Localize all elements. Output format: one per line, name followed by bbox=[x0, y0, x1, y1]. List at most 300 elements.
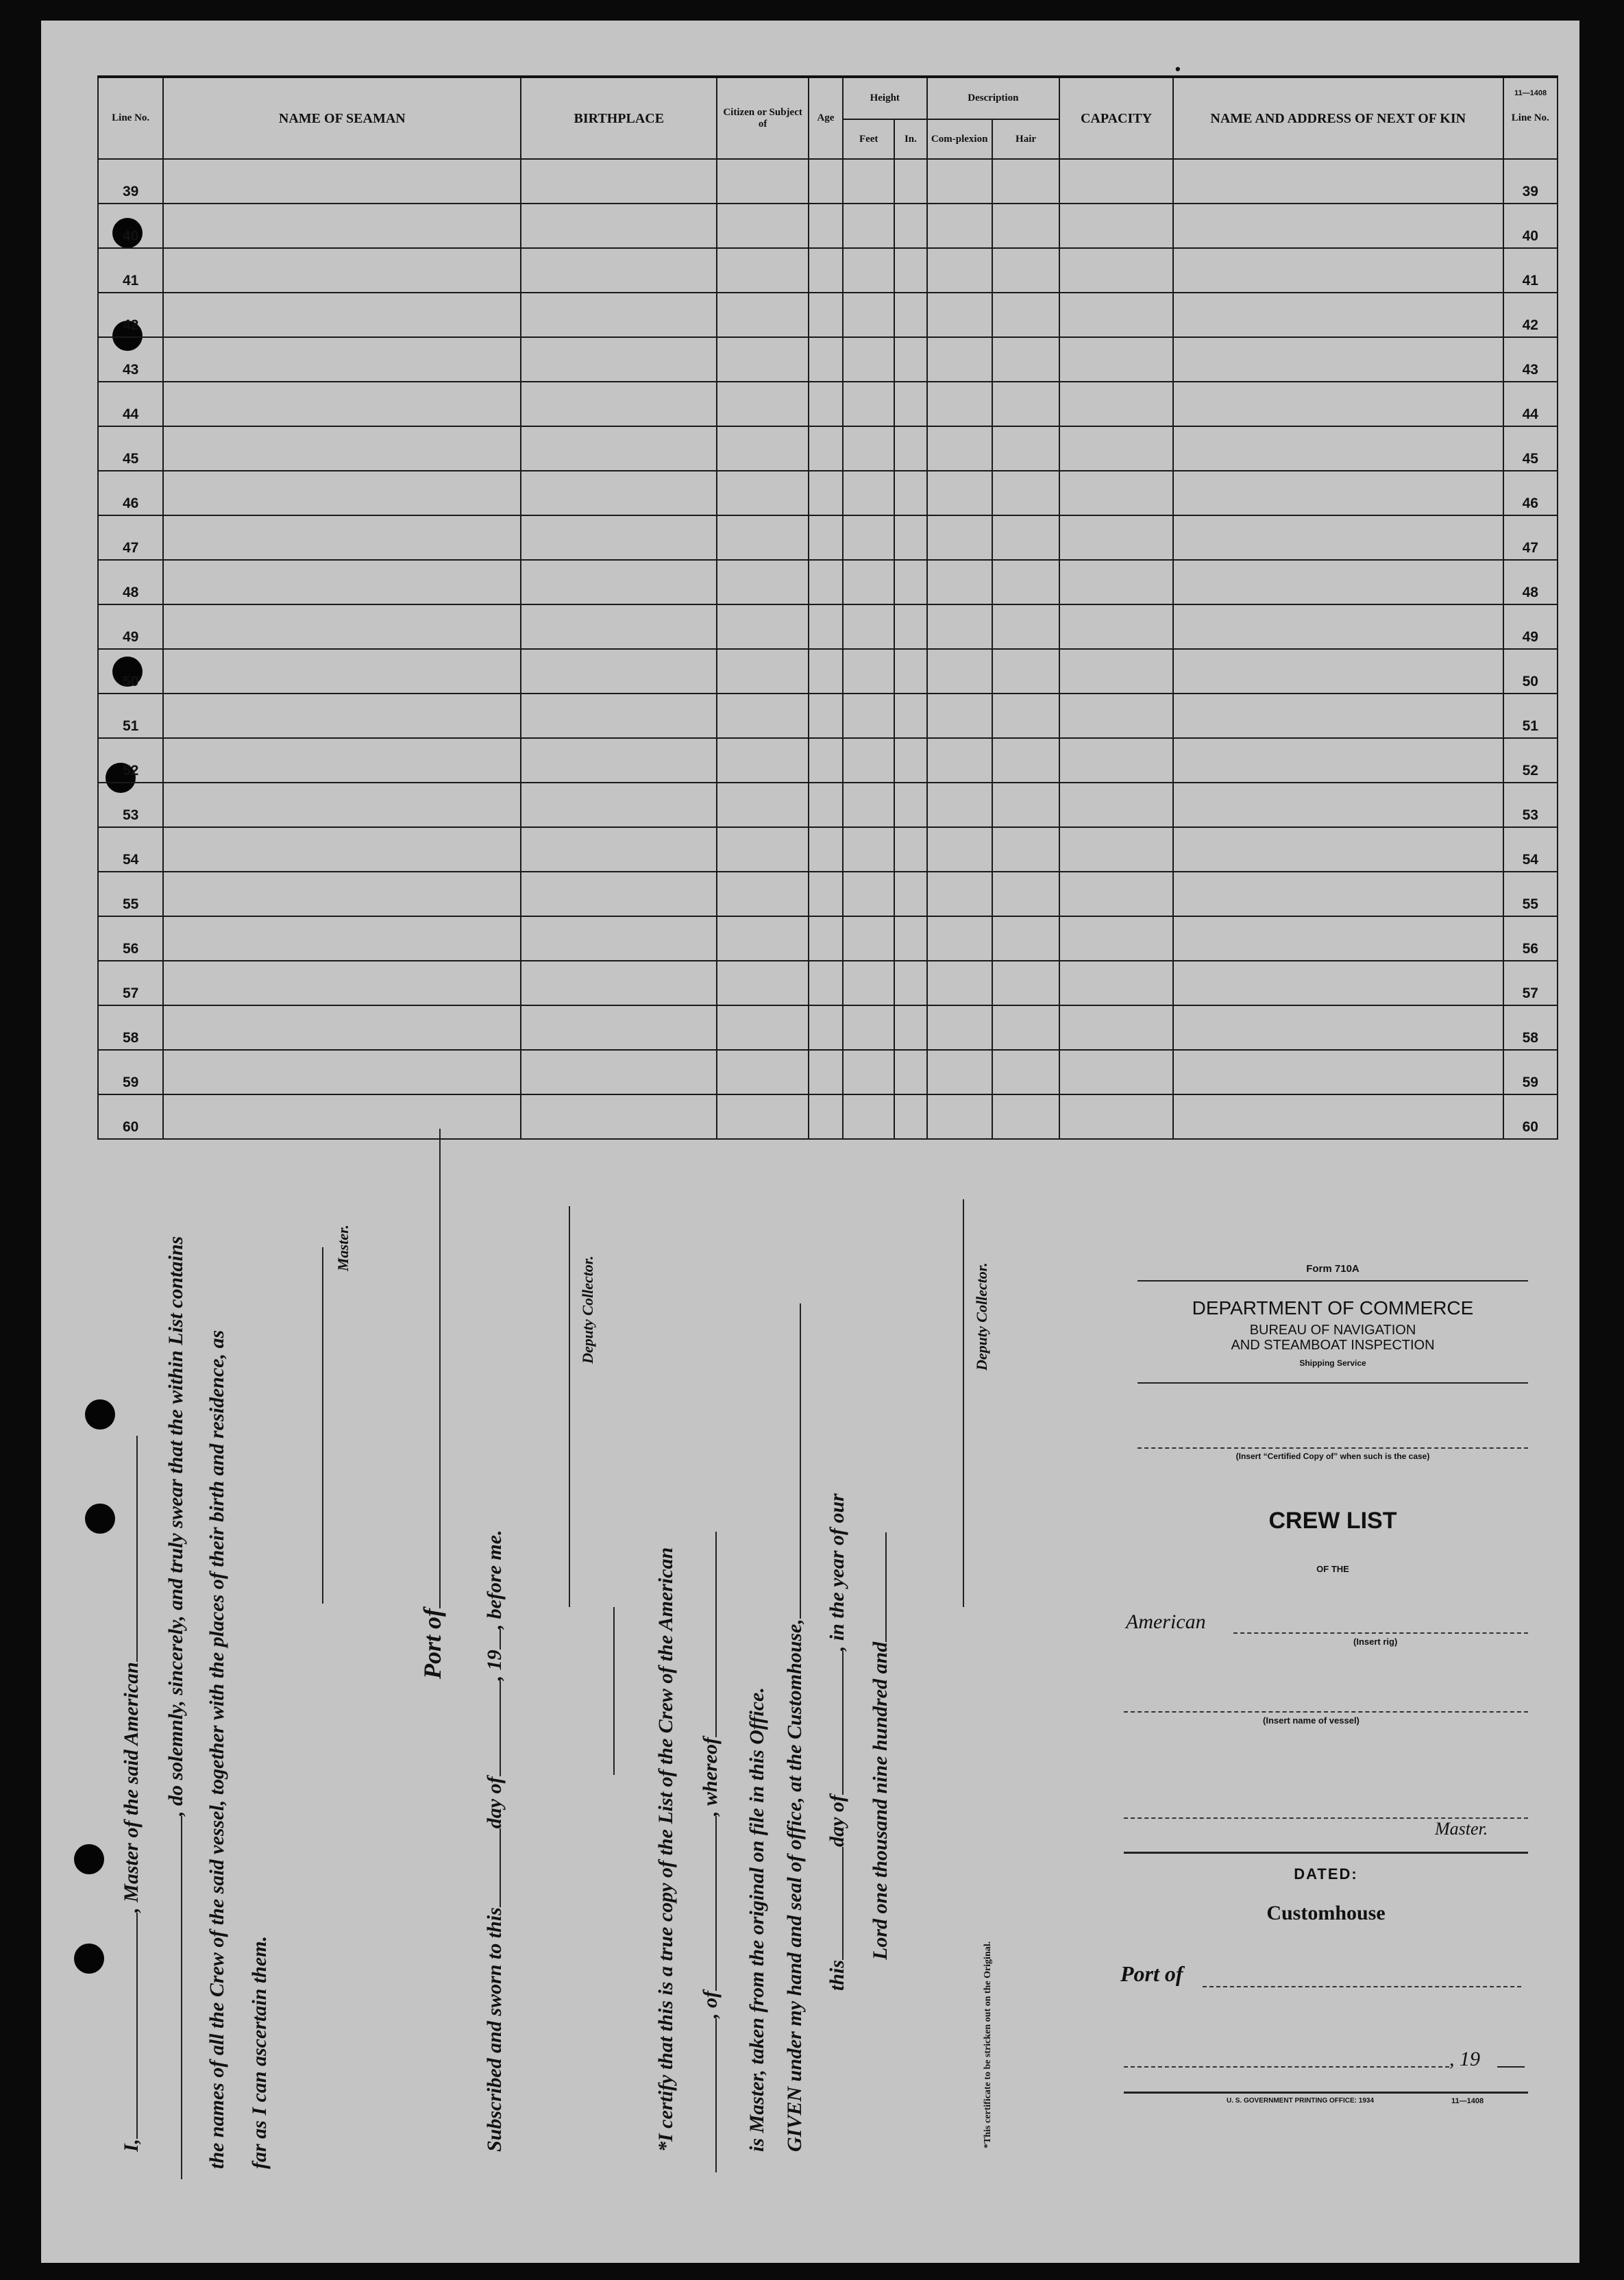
entry-cell[interactable] bbox=[521, 1005, 717, 1050]
entry-cell[interactable] bbox=[521, 159, 717, 204]
entry-cell[interactable] bbox=[992, 694, 1059, 738]
entry-cell[interactable] bbox=[163, 382, 521, 426]
entry-cell[interactable] bbox=[163, 783, 521, 827]
entry-cell[interactable] bbox=[717, 382, 809, 426]
entry-cell[interactable] bbox=[1173, 159, 1503, 204]
entry-cell[interactable] bbox=[927, 961, 992, 1005]
certified-copy-line[interactable] bbox=[1137, 1447, 1528, 1449]
entry-cell[interactable] bbox=[894, 694, 926, 738]
line-number-right: 47 bbox=[1503, 515, 1558, 560]
entry-cell[interactable] bbox=[717, 827, 809, 872]
line-number-right: 42 bbox=[1503, 293, 1558, 337]
entry-cell[interactable] bbox=[521, 560, 717, 604]
entry-cell[interactable] bbox=[894, 961, 926, 1005]
deputy-signature-line-1[interactable] bbox=[569, 1206, 570, 1607]
entry-cell[interactable] bbox=[1173, 1094, 1503, 1139]
entry-cell[interactable] bbox=[1059, 694, 1173, 738]
entry-cell[interactable] bbox=[1173, 916, 1503, 961]
oath-this: this bbox=[826, 1959, 848, 1991]
entry-cell[interactable] bbox=[1173, 337, 1503, 382]
this-day-line bbox=[826, 1493, 849, 1991]
entry-cell[interactable] bbox=[809, 1094, 843, 1139]
entry-cell[interactable] bbox=[1059, 337, 1173, 382]
entry-cell[interactable] bbox=[163, 872, 521, 916]
entry-cell[interactable] bbox=[1173, 1005, 1503, 1050]
entry-cell[interactable] bbox=[1173, 426, 1503, 471]
line-number: 41 bbox=[98, 248, 163, 293]
entry-cell[interactable] bbox=[163, 961, 521, 1005]
entry-cell[interactable] bbox=[1173, 872, 1503, 916]
cover-year-line[interactable] bbox=[1497, 2066, 1525, 2068]
entry-cell[interactable] bbox=[927, 783, 992, 827]
entry-cell[interactable] bbox=[1059, 382, 1173, 426]
entry-cell[interactable] bbox=[521, 382, 717, 426]
entry-cell[interactable] bbox=[1059, 248, 1173, 293]
entry-cell[interactable] bbox=[1173, 382, 1503, 426]
entry-cell[interactable] bbox=[1059, 159, 1173, 204]
entry-cell[interactable] bbox=[163, 204, 521, 248]
header-age: Age bbox=[809, 77, 843, 159]
entry-cell[interactable] bbox=[809, 1005, 843, 1050]
entry-cell[interactable] bbox=[927, 827, 992, 872]
entry-cell[interactable] bbox=[717, 1094, 809, 1139]
entry-cell[interactable] bbox=[1059, 1050, 1173, 1094]
line-number: 57 bbox=[98, 961, 163, 1005]
entry-cell[interactable] bbox=[1059, 560, 1173, 604]
entry-cell[interactable] bbox=[843, 783, 894, 827]
entry-cell[interactable] bbox=[894, 159, 926, 204]
header-description: Description bbox=[927, 77, 1060, 119]
entry-cell[interactable] bbox=[163, 649, 521, 694]
entry-cell[interactable] bbox=[1059, 1094, 1173, 1139]
entry-cell[interactable] bbox=[1059, 471, 1173, 515]
oath-given: GIVEN under my hand and seal of office, at the Customhouse, bbox=[783, 1619, 806, 2152]
line-number: 56 bbox=[98, 916, 163, 961]
entry-cell[interactable] bbox=[843, 649, 894, 694]
line-number: 46 bbox=[98, 471, 163, 515]
entry-cell[interactable] bbox=[1059, 872, 1173, 916]
entry-cell[interactable] bbox=[521, 694, 717, 738]
entry-cell[interactable] bbox=[927, 204, 992, 248]
entry-cell[interactable] bbox=[1173, 560, 1503, 604]
entry-cell[interactable] bbox=[809, 293, 843, 337]
entry-cell[interactable] bbox=[1059, 1005, 1173, 1050]
entry-cell[interactable] bbox=[717, 872, 809, 916]
table-row bbox=[98, 1094, 1558, 1139]
entry-cell[interactable] bbox=[843, 961, 894, 1005]
cover-year: , 19 bbox=[1449, 2048, 1480, 2070]
entry-cell[interactable] bbox=[163, 560, 521, 604]
vessel-blank[interactable] bbox=[136, 1436, 138, 1662]
entry-cell[interactable] bbox=[809, 204, 843, 248]
entry-cell[interactable] bbox=[843, 471, 894, 515]
cover-port-of: Port of bbox=[1120, 1961, 1183, 1986]
form-code-top: 11—1408 bbox=[1514, 89, 1547, 97]
table-row bbox=[98, 649, 1558, 694]
entry-cell[interactable] bbox=[521, 471, 717, 515]
certify-line: *I certify that this is a true copy of the List of the Crew of the American bbox=[654, 1547, 677, 2152]
entry-cell[interactable] bbox=[1059, 783, 1173, 827]
entry-cell[interactable] bbox=[163, 426, 521, 471]
entry-cell[interactable] bbox=[927, 694, 992, 738]
entry-cell[interactable] bbox=[992, 916, 1059, 961]
cover-rule-bottom bbox=[1124, 2092, 1528, 2094]
entry-cell[interactable] bbox=[927, 872, 992, 916]
entry-cell[interactable] bbox=[992, 961, 1059, 1005]
oath-line-1 bbox=[120, 1436, 143, 2152]
entry-cell[interactable] bbox=[894, 426, 926, 471]
entry-cell[interactable] bbox=[1059, 604, 1173, 649]
entry-cell[interactable] bbox=[521, 872, 717, 916]
entry-cell[interactable] bbox=[927, 159, 992, 204]
entry-cell[interactable] bbox=[843, 604, 894, 649]
entry-cell[interactable] bbox=[163, 159, 521, 204]
entry-cell[interactable] bbox=[894, 872, 926, 916]
certify-day-blank[interactable] bbox=[841, 1847, 844, 1960]
entry-cell[interactable] bbox=[992, 426, 1059, 471]
entry-cell[interactable] bbox=[717, 694, 809, 738]
entry-cell[interactable] bbox=[927, 515, 992, 560]
entry-cell[interactable] bbox=[809, 961, 843, 1005]
entry-cell[interactable] bbox=[163, 738, 521, 783]
header-capacity: CAPACITY bbox=[1059, 77, 1173, 159]
entry-cell[interactable] bbox=[927, 1005, 992, 1050]
entry-cell[interactable] bbox=[992, 471, 1059, 515]
header-feet: Feet bbox=[843, 119, 894, 159]
entry-cell[interactable] bbox=[894, 1005, 926, 1050]
entry-cell[interactable] bbox=[1059, 293, 1173, 337]
punch-hole bbox=[74, 1844, 104, 1874]
vessel-name-blank[interactable] bbox=[180, 1816, 182, 2179]
entry-cell[interactable] bbox=[843, 204, 894, 248]
entry-cell[interactable] bbox=[1173, 961, 1503, 1005]
entry-cell[interactable] bbox=[163, 916, 521, 961]
entry-cell[interactable] bbox=[1173, 649, 1503, 694]
entry-cell[interactable] bbox=[894, 738, 926, 783]
entry-cell[interactable] bbox=[894, 916, 926, 961]
entry-cell[interactable] bbox=[1059, 738, 1173, 783]
entry-cell[interactable] bbox=[163, 1050, 521, 1094]
entry-cell[interactable] bbox=[521, 738, 717, 783]
entry-cell[interactable] bbox=[843, 1094, 894, 1139]
customhouse-blank[interactable] bbox=[799, 1303, 801, 1619]
cover-port-line[interactable] bbox=[1203, 1986, 1521, 1987]
cover-date-line[interactable] bbox=[1124, 2066, 1449, 2068]
entry-cell[interactable] bbox=[521, 649, 717, 694]
entry-cell[interactable] bbox=[717, 649, 809, 694]
entry-cell[interactable] bbox=[1173, 1050, 1503, 1094]
entry-cell[interactable] bbox=[521, 1050, 717, 1094]
rig-line[interactable] bbox=[1233, 1632, 1528, 1634]
table-row bbox=[98, 293, 1558, 337]
sworn-year-blank[interactable] bbox=[499, 1629, 501, 1650]
entry-cell[interactable] bbox=[1173, 248, 1503, 293]
oath-before-me: , before me. bbox=[483, 1530, 506, 1630]
entry-cell[interactable] bbox=[927, 382, 992, 426]
oath-whereof: , whereof bbox=[699, 1737, 722, 1816]
entry-cell[interactable] bbox=[163, 694, 521, 738]
entry-cell[interactable] bbox=[1173, 694, 1503, 738]
deputy-collector-1: Deputy Collector. bbox=[579, 1255, 596, 1364]
entry-cell[interactable] bbox=[927, 649, 992, 694]
entry-cell[interactable] bbox=[163, 471, 521, 515]
entry-cell[interactable] bbox=[521, 515, 717, 560]
vessel-name-line[interactable] bbox=[1124, 1711, 1528, 1713]
entry-cell[interactable] bbox=[1173, 515, 1503, 560]
line-number: 45 bbox=[98, 426, 163, 471]
entry-cell[interactable] bbox=[163, 248, 521, 293]
entry-cell[interactable] bbox=[992, 248, 1059, 293]
divider-mark bbox=[613, 1607, 615, 1775]
entry-cell[interactable] bbox=[992, 738, 1059, 783]
entry-cell[interactable] bbox=[809, 159, 843, 204]
entry-cell[interactable] bbox=[717, 204, 809, 248]
certify-port-blank[interactable] bbox=[715, 1816, 717, 1991]
printer-imprint: U. S. GOVERNMENT PRINTING OFFICE: 1934 bbox=[1227, 2097, 1375, 2105]
entry-cell[interactable] bbox=[163, 1005, 521, 1050]
entry-cell[interactable] bbox=[717, 515, 809, 560]
entry-cell[interactable] bbox=[717, 426, 809, 471]
entry-cell[interactable] bbox=[1059, 961, 1173, 1005]
entry-cell[interactable] bbox=[717, 248, 809, 293]
entry-cell[interactable] bbox=[1173, 827, 1503, 872]
entry-cell[interactable] bbox=[992, 293, 1059, 337]
entry-cell[interactable] bbox=[809, 738, 843, 783]
deputy-signature-line-2[interactable] bbox=[963, 1199, 964, 1607]
entry-cell[interactable] bbox=[809, 471, 843, 515]
entry-cell[interactable] bbox=[843, 694, 894, 738]
entry-cell[interactable] bbox=[992, 1005, 1059, 1050]
entry-cell[interactable] bbox=[809, 382, 843, 426]
table-row bbox=[98, 916, 1558, 961]
entry-cell[interactable] bbox=[894, 382, 926, 426]
entry-cell[interactable] bbox=[521, 916, 717, 961]
entry-cell[interactable] bbox=[992, 604, 1059, 649]
entry-cell[interactable] bbox=[717, 337, 809, 382]
oath-of: , of bbox=[699, 1991, 722, 2018]
entry-cell[interactable] bbox=[992, 872, 1059, 916]
entry-cell[interactable] bbox=[843, 916, 894, 961]
entry-cell[interactable] bbox=[843, 560, 894, 604]
deputy-collector-2: Deputy Collector. bbox=[973, 1262, 990, 1371]
master-signature-line[interactable] bbox=[322, 1247, 323, 1604]
entry-cell[interactable] bbox=[927, 426, 992, 471]
master-name-blank[interactable] bbox=[136, 1913, 138, 2139]
entry-cell[interactable] bbox=[927, 337, 992, 382]
entry-cell[interactable] bbox=[717, 961, 809, 1005]
line-number: 44 bbox=[98, 382, 163, 426]
entry-cell[interactable] bbox=[717, 293, 809, 337]
entry-cell[interactable] bbox=[521, 961, 717, 1005]
certify-year-blank[interactable] bbox=[885, 1532, 887, 1642]
entry-cell[interactable] bbox=[927, 293, 992, 337]
entry-cell[interactable] bbox=[521, 204, 717, 248]
entry-cell[interactable] bbox=[809, 1050, 843, 1094]
entry-cell[interactable] bbox=[809, 694, 843, 738]
entry-cell[interactable] bbox=[717, 604, 809, 649]
entry-cell[interactable] bbox=[1059, 515, 1173, 560]
entry-cell[interactable] bbox=[992, 783, 1059, 827]
entry-cell[interactable] bbox=[894, 515, 926, 560]
cover-rule-3 bbox=[1124, 1852, 1528, 1854]
entry-cell[interactable] bbox=[809, 515, 843, 560]
entry-cell[interactable] bbox=[809, 872, 843, 916]
entry-cell[interactable] bbox=[809, 337, 843, 382]
entry-cell[interactable] bbox=[809, 426, 843, 471]
entry-cell[interactable] bbox=[163, 604, 521, 649]
header-birthplace: BIRTHPLACE bbox=[521, 77, 717, 159]
line-number: 39 bbox=[98, 159, 163, 204]
entry-cell[interactable] bbox=[1173, 293, 1503, 337]
entry-cell[interactable] bbox=[1173, 471, 1503, 515]
entry-cell[interactable] bbox=[843, 293, 894, 337]
entry-cell[interactable] bbox=[843, 872, 894, 916]
entry-cell[interactable] bbox=[843, 337, 894, 382]
table-row bbox=[98, 872, 1558, 916]
entry-cell[interactable] bbox=[894, 649, 926, 694]
entry-cell[interactable] bbox=[1059, 916, 1173, 961]
entry-cell[interactable] bbox=[521, 827, 717, 872]
entry-cell[interactable] bbox=[992, 337, 1059, 382]
line-number: 42 bbox=[98, 293, 163, 337]
entry-cell[interactable] bbox=[521, 248, 717, 293]
entry-cell[interactable] bbox=[992, 560, 1059, 604]
entry-cell[interactable] bbox=[717, 159, 809, 204]
entry-cell[interactable] bbox=[894, 1050, 926, 1094]
entry-cell[interactable] bbox=[992, 159, 1059, 204]
header-line-no: Line No. bbox=[98, 77, 163, 159]
entry-cell[interactable] bbox=[809, 649, 843, 694]
of-whereof-line bbox=[699, 1532, 722, 2172]
entry-cell[interactable] bbox=[809, 604, 843, 649]
given-line bbox=[783, 1303, 807, 2152]
line-number-right: 45 bbox=[1503, 426, 1558, 471]
entry-cell[interactable] bbox=[843, 738, 894, 783]
entry-cell[interactable] bbox=[992, 382, 1059, 426]
entry-cell[interactable] bbox=[1173, 738, 1503, 783]
entry-cell[interactable] bbox=[717, 1050, 809, 1094]
entry-cell[interactable] bbox=[717, 783, 809, 827]
entry-cell[interactable] bbox=[163, 1094, 521, 1139]
entry-cell[interactable] bbox=[992, 204, 1059, 248]
line-number-right: 58 bbox=[1503, 1005, 1558, 1050]
entry-cell[interactable] bbox=[894, 337, 926, 382]
entry-cell[interactable] bbox=[163, 515, 521, 560]
entry-cell[interactable] bbox=[1059, 827, 1173, 872]
entry-cell[interactable] bbox=[927, 1050, 992, 1094]
entry-cell[interactable] bbox=[809, 783, 843, 827]
crew-table bbox=[97, 75, 1558, 1140]
line-number: 51 bbox=[98, 694, 163, 738]
entry-cell[interactable] bbox=[843, 382, 894, 426]
line-number-right: 60 bbox=[1503, 1094, 1558, 1139]
entry-cell[interactable] bbox=[521, 783, 717, 827]
entry-cell[interactable] bbox=[927, 560, 992, 604]
entry-cell[interactable] bbox=[809, 248, 843, 293]
entry-cell[interactable] bbox=[843, 515, 894, 560]
entry-cell[interactable] bbox=[992, 649, 1059, 694]
sworn-month-blank[interactable] bbox=[499, 1680, 501, 1776]
certify-month-blank[interactable] bbox=[841, 1651, 844, 1795]
entry-cell[interactable] bbox=[809, 560, 843, 604]
entry-cell[interactable] bbox=[717, 560, 809, 604]
line-number: 50 bbox=[98, 649, 163, 694]
entry-cell[interactable] bbox=[843, 248, 894, 293]
entry-cell[interactable] bbox=[1173, 783, 1503, 827]
entry-cell[interactable] bbox=[843, 159, 894, 204]
entry-cell[interactable] bbox=[894, 293, 926, 337]
entry-cell[interactable] bbox=[809, 916, 843, 961]
certify-rig-blank[interactable] bbox=[715, 2018, 717, 2172]
bureau-line-2: AND STEAMBOAT INSPECTION bbox=[1231, 1338, 1435, 1353]
entry-cell[interactable] bbox=[894, 604, 926, 649]
entry-cell[interactable] bbox=[717, 916, 809, 961]
entry-cell[interactable] bbox=[894, 1094, 926, 1139]
entry-cell[interactable] bbox=[894, 560, 926, 604]
entry-cell[interactable] bbox=[521, 426, 717, 471]
entry-cell[interactable] bbox=[809, 827, 843, 872]
entry-cell[interactable] bbox=[163, 337, 521, 382]
oath-year-of-our: , in the year of our bbox=[826, 1493, 848, 1652]
entry-cell[interactable] bbox=[927, 248, 992, 293]
entry-cell[interactable] bbox=[717, 1005, 809, 1050]
entry-cell[interactable] bbox=[894, 783, 926, 827]
entry-cell[interactable] bbox=[992, 1094, 1059, 1139]
entry-cell[interactable] bbox=[1173, 604, 1503, 649]
entry-cell[interactable] bbox=[521, 604, 717, 649]
header-height: Height bbox=[843, 77, 926, 119]
table-row bbox=[98, 1005, 1558, 1050]
port-blank[interactable] bbox=[439, 1129, 441, 1608]
entry-cell[interactable] bbox=[521, 1094, 717, 1139]
entry-cell[interactable] bbox=[894, 827, 926, 872]
line-number-right: 55 bbox=[1503, 872, 1558, 916]
lord-line bbox=[869, 1532, 892, 1960]
entry-cell[interactable] bbox=[927, 1094, 992, 1139]
entry-cell[interactable] bbox=[1173, 204, 1503, 248]
entry-cell[interactable] bbox=[992, 827, 1059, 872]
line-number-right: 43 bbox=[1503, 337, 1558, 382]
entry-cell[interactable] bbox=[927, 916, 992, 961]
certify-master-blank[interactable] bbox=[715, 1532, 717, 1737]
entry-cell[interactable] bbox=[894, 471, 926, 515]
entry-cell[interactable] bbox=[843, 827, 894, 872]
entry-cell[interactable] bbox=[927, 738, 992, 783]
entry-cell[interactable] bbox=[843, 1005, 894, 1050]
entry-cell[interactable] bbox=[1059, 649, 1173, 694]
entry-cell[interactable] bbox=[1059, 426, 1173, 471]
crew-list-title: CREW LIST bbox=[1268, 1508, 1397, 1534]
entry-cell[interactable] bbox=[843, 1050, 894, 1094]
entry-cell[interactable] bbox=[521, 337, 717, 382]
entry-cell[interactable] bbox=[992, 515, 1059, 560]
entry-cell[interactable] bbox=[1059, 204, 1173, 248]
entry-cell[interactable] bbox=[927, 604, 992, 649]
entry-cell[interactable] bbox=[894, 248, 926, 293]
line-number: 55 bbox=[98, 872, 163, 916]
entry-cell[interactable] bbox=[927, 471, 992, 515]
sworn-day-blank[interactable] bbox=[499, 1828, 501, 1907]
entry-cell[interactable] bbox=[163, 293, 521, 337]
entry-cell[interactable] bbox=[717, 738, 809, 783]
entry-cell[interactable] bbox=[992, 1050, 1059, 1094]
entry-cell[interactable] bbox=[717, 471, 809, 515]
entry-cell[interactable] bbox=[894, 204, 926, 248]
cover-rule-top bbox=[1137, 1280, 1528, 1282]
entry-cell[interactable] bbox=[163, 827, 521, 872]
entry-cell[interactable] bbox=[843, 426, 894, 471]
entry-cell[interactable] bbox=[521, 293, 717, 337]
